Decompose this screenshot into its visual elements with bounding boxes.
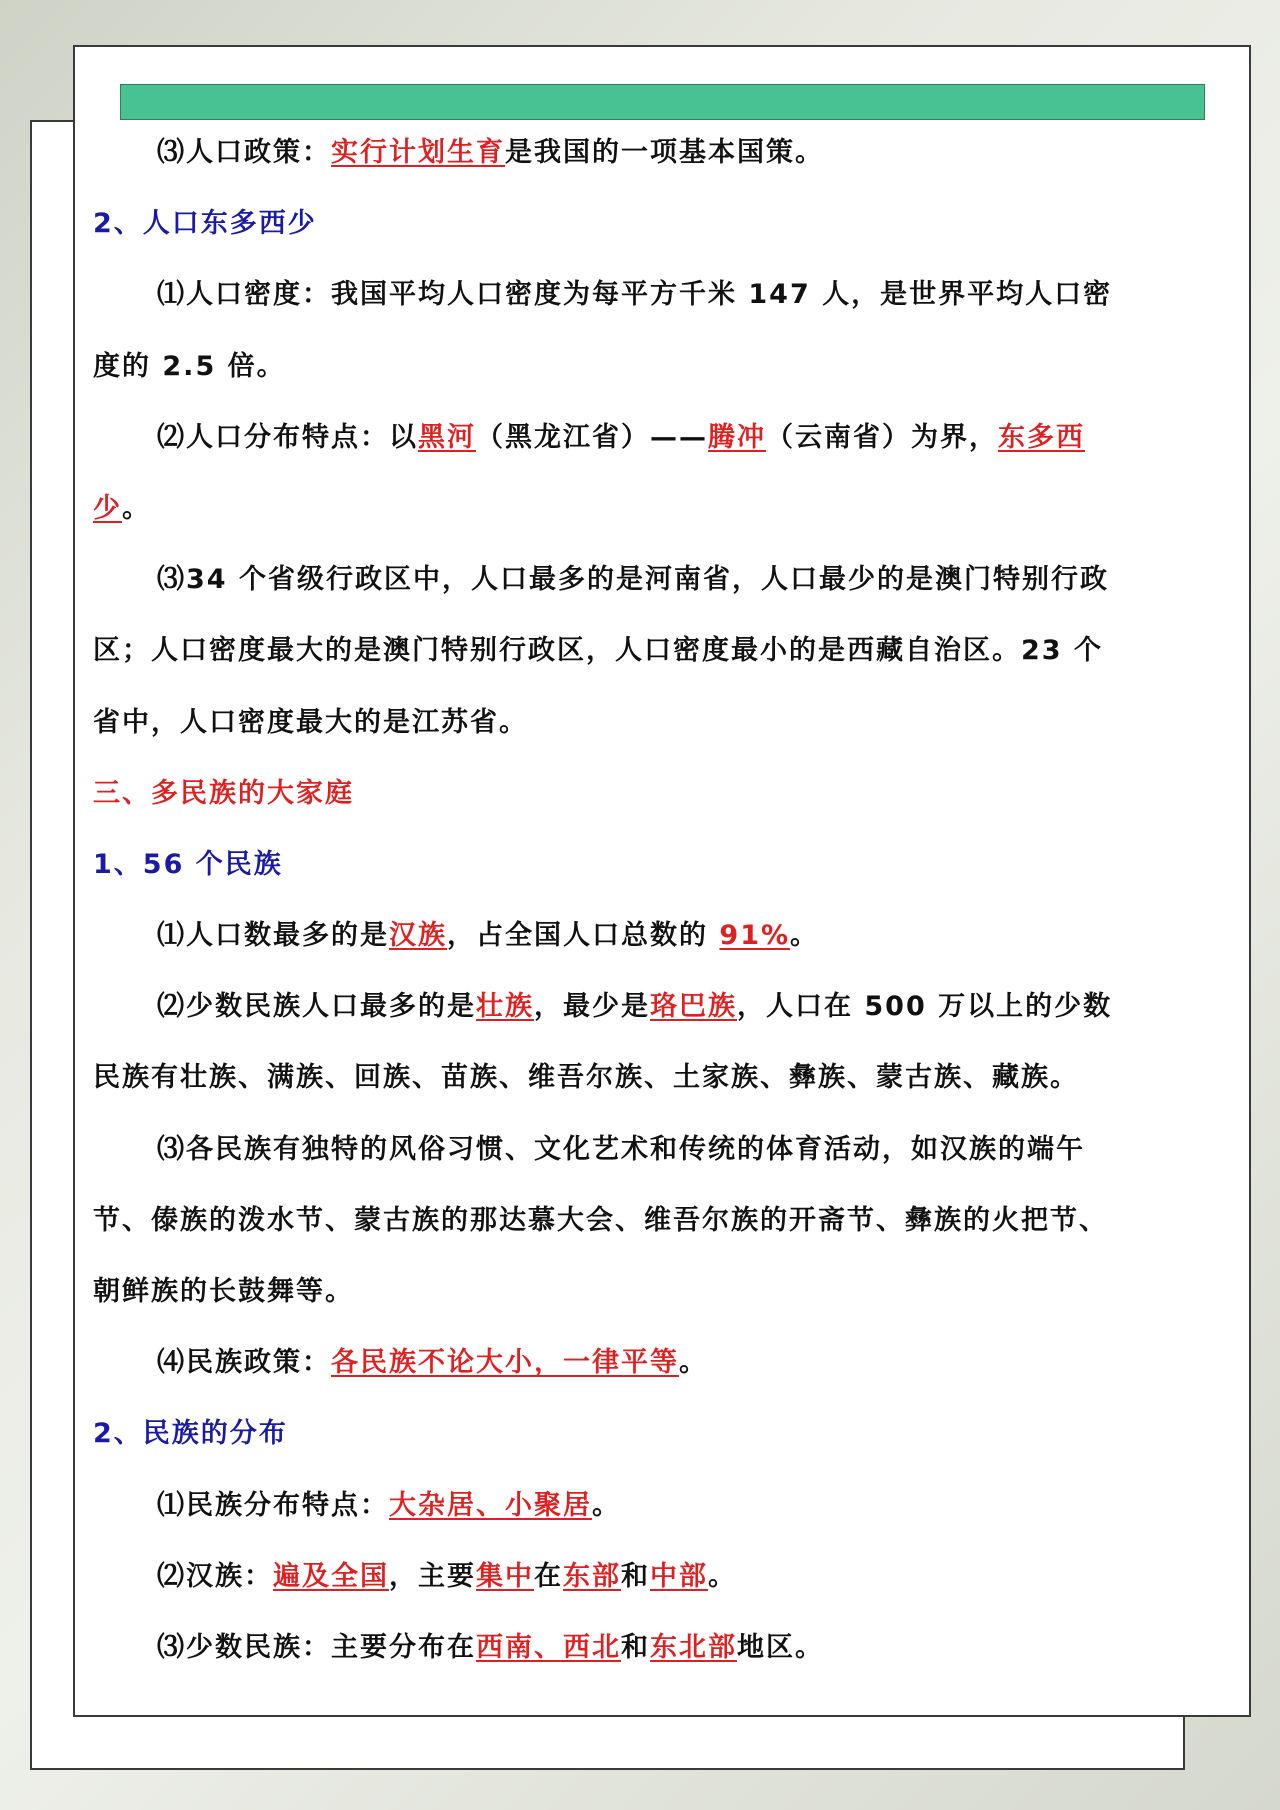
section-heading: [93, 758, 1183, 829]
text-line: [93, 117, 1183, 188]
text-segment: 民族有壮族、满族、回族、苗族、维吾尔族、土家族、彝族、蒙古族、藏族。: [93, 1062, 1079, 1094]
text-segment: 2、人口东多西少: [93, 208, 317, 240]
text-line: [93, 1042, 1183, 1113]
text-segment: 。: [592, 1489, 621, 1521]
text-line: [93, 1470, 1183, 1541]
text-segment: 。: [122, 492, 151, 524]
text-segment: ⑶少数民族：主要分布在: [157, 1631, 476, 1663]
highlighted-keyword: 集中: [476, 1560, 534, 1592]
text-segment: 1、56 个民族: [93, 848, 283, 880]
highlighted-keyword: 少: [93, 492, 122, 524]
text-segment: ，占全国人口总数的: [447, 920, 720, 952]
text-segment: ，人口在 500 万以上的少数: [737, 991, 1113, 1023]
text-segment: ⑵汉族：: [157, 1560, 273, 1592]
text-line: [93, 544, 1183, 615]
text-segment: 和: [621, 1560, 650, 1592]
text-segment: ⑴人口密度：我国平均人口密度为每平方千米 147 人，是世界平均人口密: [157, 279, 1113, 311]
text-segment: ，最少是: [534, 991, 650, 1023]
text-segment: ⑴民族分布特点：: [157, 1489, 389, 1521]
text-segment: 在: [534, 1560, 563, 1592]
text-line: [93, 971, 1183, 1042]
highlighted-keyword: 珞巴族: [650, 991, 737, 1023]
text-segment: ⑶34 个省级行政区中，人口最多的是河南省，人口最少的是澳门特别行政: [157, 564, 1109, 596]
text-segment: 省中，人口密度最大的是江苏省。: [93, 706, 528, 738]
highlighted-keyword: 91%: [719, 920, 791, 952]
text-segment: 2、民族的分布: [93, 1418, 288, 1450]
section-heading: [93, 829, 1183, 900]
highlighted-keyword: 黑河: [418, 421, 476, 453]
text-line: [93, 1612, 1183, 1683]
text-segment: ⑷民族政策：: [157, 1347, 331, 1379]
text-segment: 。: [679, 1347, 708, 1379]
highlighted-keyword: 腾冲: [708, 421, 766, 453]
text-line: [93, 402, 1183, 473]
text-segment: 度的 2.5 倍。: [93, 350, 286, 382]
highlighted-keyword: 西南、西北: [476, 1631, 621, 1663]
highlighted-keyword: 东多西: [998, 421, 1085, 453]
text-line: [93, 1541, 1183, 1612]
text-segment: ⑶各民族有独特的风俗习惯、文化艺术和传统的体育活动，如汉族的端午: [157, 1133, 1085, 1165]
text-segment: ，主要: [389, 1560, 476, 1592]
text-segment: （云南省）为界，: [766, 421, 998, 453]
document-body: [93, 117, 1183, 1683]
highlighted-keyword: 实行计划生育: [331, 137, 505, 168]
text-line: [93, 1327, 1183, 1398]
text-line: [93, 615, 1183, 686]
text-line: [93, 331, 1183, 402]
text-line: [93, 1185, 1183, 1256]
text-segment: 三、多民族的大家庭: [93, 777, 354, 809]
text-segment: 。: [790, 920, 820, 952]
text-line: [93, 687, 1183, 758]
text-line: [93, 1256, 1183, 1327]
section-heading: [93, 1398, 1183, 1469]
highlighted-keyword: 遍及全国: [273, 1560, 389, 1592]
text-line: [93, 259, 1183, 330]
header-color-bar: [120, 84, 1205, 120]
text-segment: ⑵人口分布特点：以: [157, 421, 418, 453]
text-segment: 地区。: [737, 1631, 824, 1663]
highlighted-keyword: 大杂居、小聚居: [389, 1489, 592, 1521]
text-segment: ⑵少数民族人口最多的是: [157, 991, 476, 1023]
highlighted-keyword: 各民族不论大小，一律平等: [331, 1347, 679, 1379]
section-heading: [93, 188, 1183, 259]
highlighted-keyword: 汉族: [389, 920, 447, 952]
text-segment: ⑶人口政策：: [157, 137, 331, 168]
highlighted-keyword: 东部: [563, 1560, 621, 1592]
highlighted-keyword: 中部: [650, 1560, 708, 1592]
text-segment: 节、傣族的泼水节、蒙古族的那达慕大会、维吾尔族的开斋节、彝族的火把节、: [93, 1204, 1108, 1236]
text-segment: （黑龙江省）——: [476, 421, 708, 453]
text-segment: 是我国的一项基本国策。: [505, 137, 824, 168]
highlighted-keyword: 东北部: [650, 1631, 737, 1663]
front-paper-sheet: [73, 45, 1251, 1717]
text-segment: 和: [621, 1631, 650, 1663]
text-segment: 区；人口密度最大的是澳门特别行政区，人口密度最小的是西藏自治区。23 个: [93, 635, 1103, 667]
text-line: [93, 1114, 1183, 1185]
highlighted-keyword: 壮族: [476, 991, 534, 1023]
text-segment: 朝鲜族的长鼓舞等。: [93, 1276, 354, 1307]
text-line: [93, 473, 1183, 544]
text-segment: 。: [708, 1560, 737, 1592]
text-segment: ⑴人口数最多的是: [157, 920, 389, 952]
text-line: [93, 900, 1183, 971]
